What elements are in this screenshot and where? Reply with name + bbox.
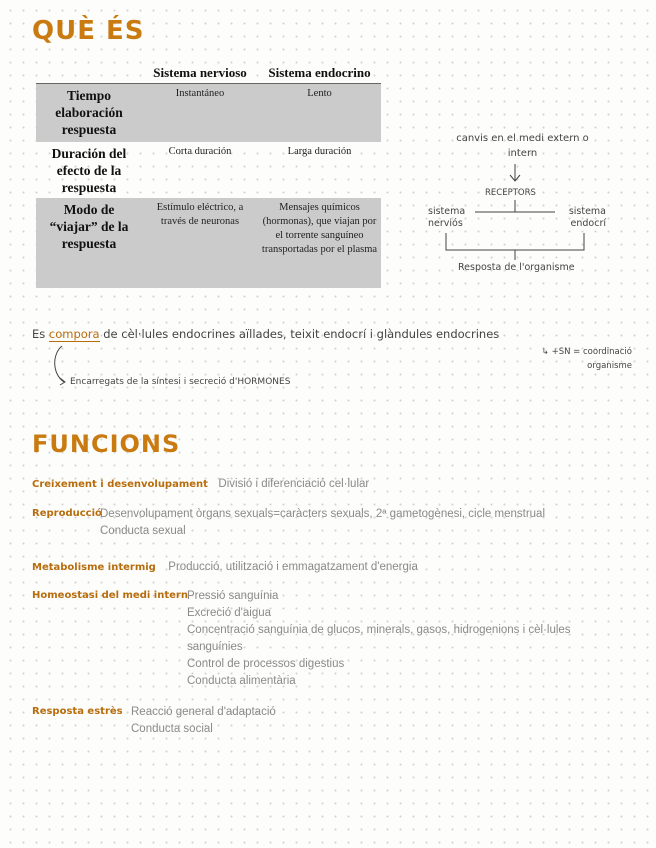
bracket	[446, 233, 584, 250]
diagram-right-system: sistema endocrí	[568, 206, 606, 229]
cell-nervioso: Estímulo eléctrico, a través de neuronas	[142, 198, 258, 288]
function-item	[131, 704, 611, 738]
diagram-left-system: sistema nerviós	[428, 206, 466, 229]
hormones-arrow	[50, 344, 72, 388]
function-item	[100, 506, 630, 540]
composition-note	[32, 327, 499, 341]
section-title-funcions: FUNCIONS	[32, 430, 181, 458]
composition-rest: de cèl·lules endocrines aïllades, teixit endocrí i glàndules endocrines	[103, 327, 500, 341]
table-row	[36, 84, 381, 142]
function-line: Conducta alimentària	[187, 675, 296, 687]
section-title-que-es: QUÈ ÉS	[32, 16, 145, 46]
function-label: Homeostasi del medi intern	[32, 590, 188, 601]
cell-nervioso: Instantáneo	[142, 84, 258, 142]
table-row	[36, 198, 381, 288]
row-label: Duración del efecto de la respuesta	[51, 145, 127, 195]
table-header-endocrino: Sistema endocrino	[258, 63, 381, 84]
function-label: Resposta estrès	[32, 706, 123, 717]
cell-endocrino: Lento	[258, 84, 381, 142]
function-line: Reacció general d'adaptació	[131, 706, 276, 718]
cell-nervioso: Corta duración	[168, 145, 232, 157]
diagram-receptors: RECEPTORS	[485, 188, 536, 198]
cell-endocrino: Mensajes químicos (hormonas), que viajan por el torrente sanguíneo transportadas por el plasma	[258, 198, 381, 288]
table-header-nervioso: Sistema nervioso	[142, 63, 258, 84]
function-line: Desenvolupament òrgans sexuals=caràcters sexuals, 2ª gametogènesi, cicle menstrual	[100, 508, 546, 520]
function-label: Metabolisme intermig	[32, 562, 156, 573]
row-label: Tiempo elaboración respuesta	[36, 84, 142, 142]
function-line: Control de processos digestius	[187, 658, 345, 670]
cell-endocrino: Larga duración	[287, 145, 352, 157]
comparison-table	[36, 63, 381, 288]
function-line: Producció, utilització i emmagatzament d'energia	[168, 561, 418, 573]
function-item	[32, 474, 632, 493]
function-line: Pressió sanguínia	[187, 590, 279, 602]
function-line: Conducta social	[131, 723, 213, 735]
hormones-note: Encarregats de la síntesi i secreció d'HORMONES	[70, 377, 291, 387]
function-label: Creixement i desenvolupament	[32, 479, 208, 490]
table-row	[36, 142, 381, 198]
function-line: Divisió i diferenciació cel·lular	[218, 478, 370, 490]
table-header-row	[36, 63, 381, 84]
function-item	[187, 588, 627, 690]
diagram-bottom-text: Resposta de l'organisme	[458, 262, 575, 273]
composition-prefix: Es	[32, 327, 46, 341]
function-label: Reproducció	[32, 508, 102, 519]
function-line: Excreció d'aigua	[187, 607, 272, 619]
function-item	[32, 557, 632, 576]
side-note: ↳ +SN = coordinació organisme	[541, 347, 632, 371]
diagram-top-text: canvis en el medi extern o intern	[456, 133, 589, 159]
composition-word: compora	[48, 327, 100, 341]
row-label: Modo de “viajar” de la respuesta	[36, 198, 142, 288]
function-line: Concentració sanguínia de glucos, minerals, gasos, hidrogenions i cèl·lules sanguínies	[187, 624, 571, 653]
function-line: Conducta sexual	[100, 525, 186, 537]
table-header-empty	[36, 63, 142, 84]
